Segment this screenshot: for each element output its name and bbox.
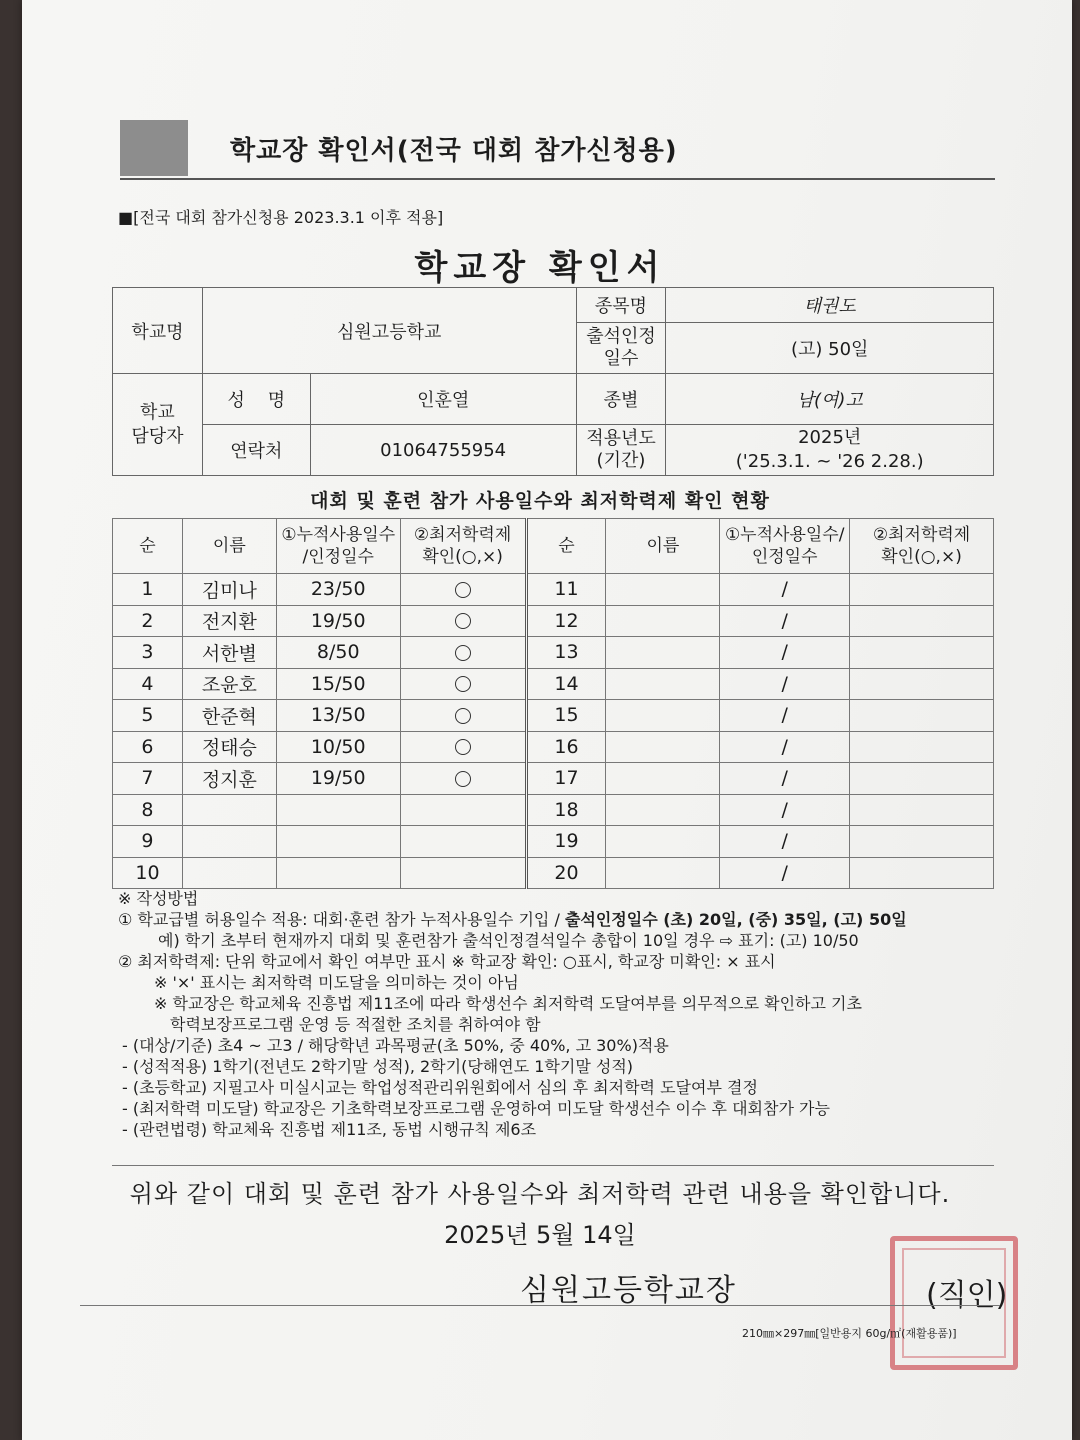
manager-label-1: 학교 — [140, 401, 175, 423]
row-days: 19/50 — [276, 763, 400, 795]
row-name: 김미나 — [182, 574, 276, 606]
roster-body — [113, 574, 994, 889]
row-name: 정태승 — [182, 731, 276, 763]
table-row — [113, 574, 994, 606]
table-row — [113, 605, 994, 637]
year-label — [576, 425, 666, 476]
row-name: 정지훈 — [182, 763, 276, 795]
row-min-check — [400, 794, 526, 826]
row-name — [182, 826, 276, 858]
row-days: 23/50 — [276, 574, 400, 606]
sub-note: ■[전국 대회 참가신청용 2023.3.1 이후 적용] — [118, 208, 444, 227]
row-min-check — [400, 857, 526, 889]
row-name-right — [606, 668, 720, 700]
col-days-right — [720, 519, 850, 574]
method-line-11: - (관련법령) 학교체육 진흥법 제11조, 동법 시행규칙 제6조 — [122, 1120, 537, 1139]
table-row — [113, 857, 994, 889]
row-name-right — [606, 826, 720, 858]
row-name: 서한별 — [182, 637, 276, 669]
method-line-4: ※ '×' 표시는 최저학력 미도달을 의미하는 것이 아님 — [154, 973, 519, 992]
row-days-right: / — [720, 605, 850, 637]
row-days-right: / — [720, 763, 850, 795]
row-days — [276, 794, 400, 826]
table-row — [113, 826, 994, 858]
col-min — [400, 519, 526, 574]
row-no-right: 20 — [526, 857, 606, 889]
col-no-right: 순 — [526, 519, 606, 574]
row-min-check-right — [850, 763, 994, 795]
confirm-divider — [112, 1165, 994, 1166]
year-label-1: 적용년도 — [586, 428, 656, 449]
method-line-5: ※ 학교장은 학교체육 진흥법 제11조에 따라 학생선수 최저학력 도달여부를 의무적으로 확인하고 기초 — [154, 994, 862, 1013]
name-value: 인훈열 — [310, 374, 576, 425]
contact-label: 연락처 — [202, 425, 310, 476]
row-no-right: 11 — [526, 574, 606, 606]
gender-label: 종별 — [576, 374, 666, 425]
row-name: 한준혁 — [182, 700, 276, 732]
method-line-2: 예) 학기 초부터 현재까지 대회 및 훈련참가 출석인정결석일수 총합이 10일 경우 ⇨ 표기: (고) 10/50 — [158, 931, 859, 950]
signer: 심원고등학교장 — [520, 1273, 737, 1308]
row-name-right — [606, 574, 720, 606]
row-min-check — [400, 763, 526, 795]
method-line-1 — [118, 909, 998, 930]
year-value-text: 2025년 — [798, 427, 862, 448]
row-min-check — [400, 668, 526, 700]
contact-value: 01064755954 — [310, 425, 576, 476]
row-min-check — [400, 637, 526, 669]
school-name-label: 학교명 — [113, 288, 203, 374]
row-min-check-right — [850, 857, 994, 889]
method-line-1a: ① 학교급별 허용일수 적용: 대회·훈련 참가 누적사용일수 기입 / — [118, 910, 565, 929]
col-name: 이름 — [182, 519, 276, 574]
check-circle-icon — [455, 708, 471, 724]
writing-method — [118, 888, 998, 1140]
seal-label: (직인) — [926, 1278, 1008, 1313]
row-min-check — [400, 700, 526, 732]
row-min-check — [400, 605, 526, 637]
row-name: 조윤호 — [182, 668, 276, 700]
event-value: 태권도 — [666, 288, 994, 323]
row-name: 전지환 — [182, 605, 276, 637]
row-days-right: / — [720, 857, 850, 889]
check-circle-icon — [455, 613, 471, 629]
row-min-check-right — [850, 731, 994, 763]
method-title: ※ 작성방법 — [118, 889, 199, 908]
row-name-right — [606, 731, 720, 763]
row-no-right: 14 — [526, 668, 606, 700]
col-min-right — [850, 519, 994, 574]
row-name-right — [606, 637, 720, 669]
row-min-check-right — [850, 574, 994, 606]
row-days: 15/50 — [276, 668, 400, 700]
header-title: 학교장 확인서(전국 대회 참가신청용) — [230, 136, 678, 166]
row-no-right: 13 — [526, 637, 606, 669]
row-name — [182, 857, 276, 889]
row-no: 2 — [113, 605, 183, 637]
row-min-check-right — [850, 794, 994, 826]
manager-label-2: 담당자 — [131, 425, 184, 447]
table-row — [113, 731, 994, 763]
attendance-label — [576, 323, 666, 374]
row-min-check-right — [850, 605, 994, 637]
row-days-right: / — [720, 637, 850, 669]
header-bar — [120, 120, 995, 180]
col-days-right-1: ①누적사용일수/ — [724, 525, 845, 545]
col-min-1: ②최저학력제 — [413, 525, 512, 545]
manager-label — [113, 374, 203, 476]
table-row — [113, 763, 994, 795]
row-name-right — [606, 763, 720, 795]
method-line-6: 학력보장프로그램 운영 등 적절한 조치를 취하여야 함 — [170, 1015, 541, 1034]
method-line-1b: 출석인정일수 (초) 20일, (중) 35일, (고) 50일 — [564, 910, 907, 929]
roster-table — [112, 518, 994, 889]
row-no-right: 16 — [526, 731, 606, 763]
row-no-right: 17 — [526, 763, 606, 795]
method-line-7: - (대상/기준) 초4 ~ 고3 / 해당학년 과목평균(초 50%, 중 40%, 고 30%)적용 — [122, 1036, 669, 1055]
row-no: 3 — [113, 637, 183, 669]
row-min-check-right — [850, 668, 994, 700]
attendance-label-2: 일수 — [603, 348, 639, 369]
row-days-right: / — [720, 700, 850, 732]
row-days-right: / — [720, 826, 850, 858]
table-row — [113, 668, 994, 700]
method-line-10: - (최저학력 미도달) 학교장은 기초학력보장프로그램 운영하여 미도달 학생선수 이수 후 대회참가 가능 — [122, 1099, 830, 1118]
event-label: 종목명 — [576, 288, 666, 323]
attendance-label-1: 출석인정 — [586, 326, 656, 347]
method-line-3: ② 최저학력제: 단위 학교에서 확인 여부만 표시 ※ 학교장 확인: ○표시, 학교장 미확인: × 표시 — [118, 952, 776, 971]
col-days — [276, 519, 400, 574]
row-days-right: / — [720, 731, 850, 763]
row-min-check — [400, 826, 526, 858]
attendance-value: (고) 50일 — [666, 323, 994, 374]
row-days: 19/50 — [276, 605, 400, 637]
row-min-check-right — [850, 637, 994, 669]
row-no: 8 — [113, 794, 183, 826]
year-value — [666, 425, 994, 476]
check-circle-icon — [455, 676, 471, 692]
col-name-right: 이름 — [606, 519, 720, 574]
col-min-right-1: ②최저학력제 — [872, 525, 971, 545]
issue-date: 2025년 5월 14일 — [444, 1221, 636, 1249]
row-no: 10 — [113, 857, 183, 889]
row-no-right: 19 — [526, 826, 606, 858]
school-name: 심원고등학교 — [202, 288, 576, 374]
row-no: 1 — [113, 574, 183, 606]
row-no: 7 — [113, 763, 183, 795]
row-min-check — [400, 731, 526, 763]
name-label: 성 명 — [202, 374, 310, 425]
row-days-right: / — [720, 574, 850, 606]
row-name-right — [606, 700, 720, 732]
row-no: 6 — [113, 731, 183, 763]
method-line-8: - (성적적용) 1학기(전년도 2학기말 성적), 2학기(당해연도 1학기말 성적) — [122, 1057, 634, 1076]
status-title: 대회 및 훈련 참가 사용일수와 최저학력제 확인 현황 — [310, 490, 770, 512]
header-block — [120, 120, 188, 176]
check-circle-icon — [455, 582, 471, 598]
document-title: 학교장 확인서 — [414, 248, 666, 288]
row-days: 13/50 — [276, 700, 400, 732]
row-name-right — [606, 605, 720, 637]
col-min-right-2: 확인(○,×) — [881, 547, 962, 567]
row-min-check — [400, 574, 526, 606]
row-days-right: / — [720, 668, 850, 700]
row-days: 8/50 — [276, 637, 400, 669]
check-circle-icon — [455, 771, 471, 787]
col-days-right-2: 인정일수 — [751, 547, 818, 567]
row-no-right: 15 — [526, 700, 606, 732]
row-no: 9 — [113, 826, 183, 858]
row-no-right: 12 — [526, 605, 606, 637]
confirm-statement: 위와 같이 대회 및 훈련 참가 사용일수와 최저학력 관련 내용을 확인합니다. — [129, 1180, 951, 1208]
row-name-right — [606, 857, 720, 889]
row-days-right: / — [720, 794, 850, 826]
period-value: ('25.3.1. ~ '26 2.28.) — [735, 451, 924, 472]
row-name-right — [606, 794, 720, 826]
check-circle-icon — [455, 739, 471, 755]
row-no: 5 — [113, 700, 183, 732]
col-min-2: 확인(○,×) — [422, 547, 503, 567]
row-name — [182, 794, 276, 826]
row-min-check-right — [850, 700, 994, 732]
row-days: 10/50 — [276, 731, 400, 763]
table-row — [113, 700, 994, 732]
row-days — [276, 857, 400, 889]
row-no-right: 18 — [526, 794, 606, 826]
col-days-2: /인정일수 — [302, 547, 374, 567]
row-min-check-right — [850, 826, 994, 858]
year-label-2: (기간) — [596, 450, 646, 471]
footer-divider — [80, 1305, 1000, 1306]
table-row — [113, 794, 994, 826]
method-line-9: - (초등학교) 지필고사 미실시교는 학업성적관리위원회에서 심의 후 최저학력 도달여부 결정 — [122, 1078, 758, 1097]
row-no: 4 — [113, 668, 183, 700]
paper-spec: 210㎜×297㎜[일반용지 60g/㎡(재활용품)] — [742, 1327, 957, 1340]
info-table — [112, 287, 994, 476]
col-no: 순 — [113, 519, 183, 574]
gender-value: 남(여)고 — [666, 374, 994, 425]
check-circle-icon — [455, 645, 471, 661]
row-days — [276, 826, 400, 858]
table-row — [113, 637, 994, 669]
col-days-1: ①누적사용일수 — [281, 525, 396, 545]
